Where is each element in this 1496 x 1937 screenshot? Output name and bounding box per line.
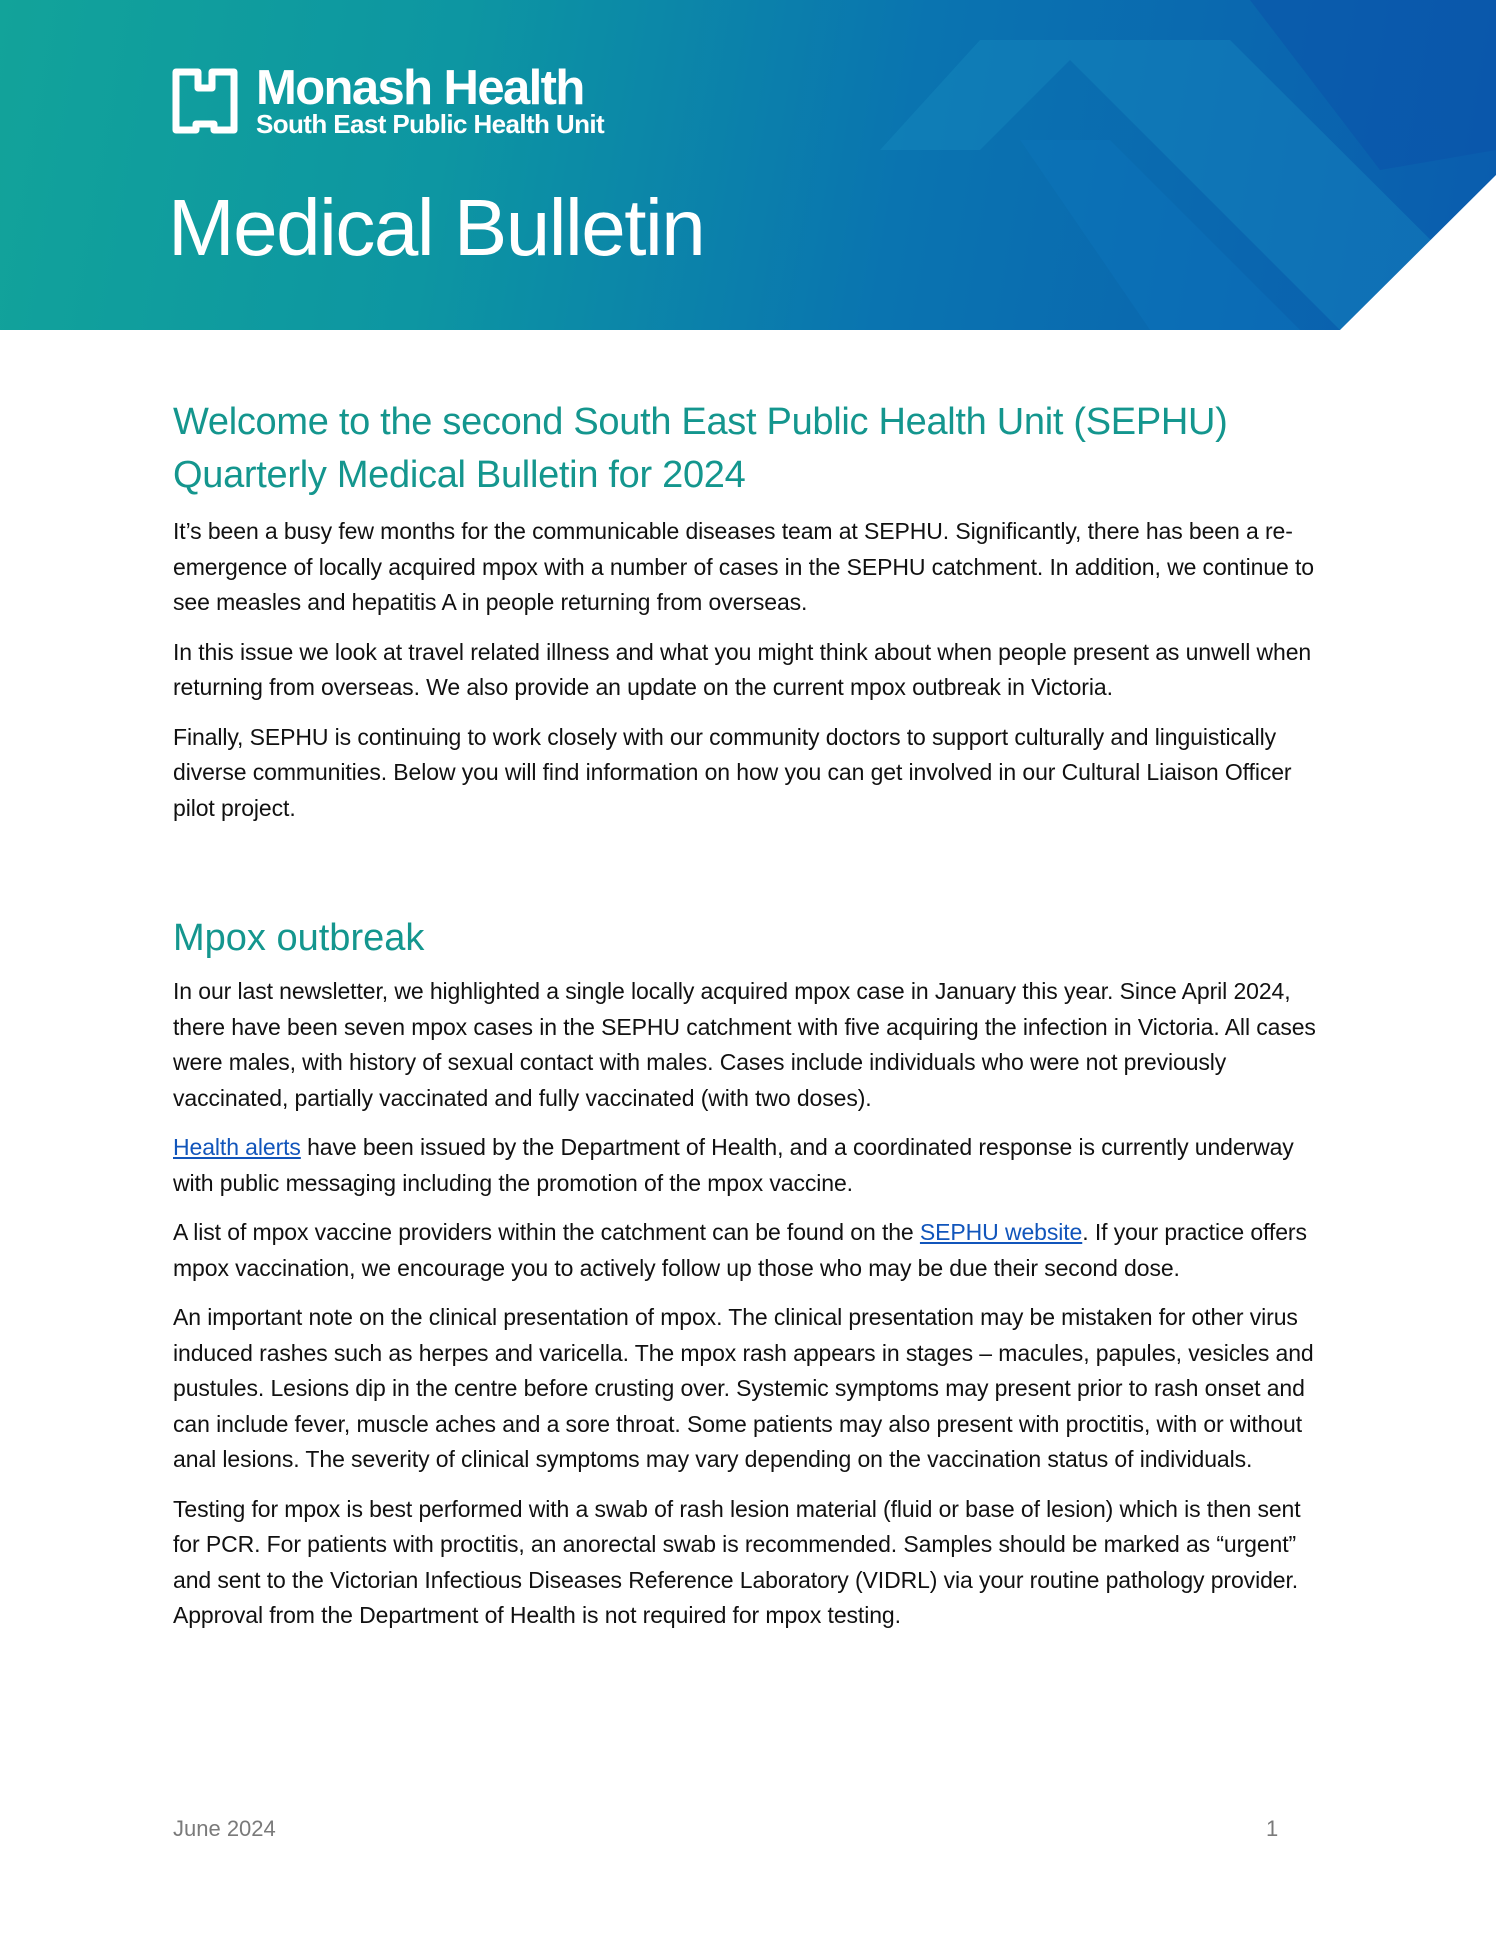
monash-health-logo xyxy=(170,61,605,139)
providers-text: A list of mpox vaccine providers within the catchment can be found on the xyxy=(173,1219,920,1245)
mpox-paragraph-providers xyxy=(173,1215,1323,1286)
brand-name: Monash Health xyxy=(256,61,584,115)
mpox-heading: Mpox outbreak xyxy=(173,917,425,959)
sephu-website-link[interactable]: SEPHU website xyxy=(919,1219,1083,1245)
mpox-paragraph-cases: In our last newsletter, we highlighted a single locally acquired mpox case in January this year. Since April 2024, there have been seven mpox cases in the SEPHU catchment with five acquiring the infection in Victoria. All cases were males, with history of sexual contact with males. Cases include individuals who were not previously vaccinated, partially vaccinated and fully vaccinated (with two doses). xyxy=(173,978,1316,1111)
footer-date: June 2024 xyxy=(173,1816,276,1841)
page-number: 1 xyxy=(1266,1816,1279,1841)
main-content xyxy=(173,396,1323,1634)
document-title: Medical Bulletin xyxy=(168,183,705,272)
alerts-text: have been issued by the Department of Health, and a coordinated response is currently underway with public messaging including the promotion of the mpox vaccine. xyxy=(173,1134,1294,1196)
monash-logo-mark-icon xyxy=(170,66,240,136)
header-decoration xyxy=(0,0,1496,330)
intro-heading: Welcome to the second South East Public Health Unit (SEPHU) Quarterly Medical Bulletin for 2024 xyxy=(173,401,1228,496)
intro-paragraph: It’s been a busy few months for the communicable diseases team at SEPHU. Significantly, there has been a re-emergence of locally acquired mpox with a number of cases in the SEPHU catchment. In addition, we continue to see measles and hepatitis A in people returning from overseas. xyxy=(173,518,1314,615)
health-alerts-link[interactable]: Health alerts xyxy=(173,1134,301,1160)
intro-paragraph: In this issue we look at travel related illness and what you might think about when people present as unwell when returning from overseas. We also provide an update on the current mpox outbreak in Victoria. xyxy=(173,638,1312,700)
mpox-paragraph-alerts xyxy=(173,1130,1323,1201)
intro-paragraph: Finally, SEPHU is continuing to work closely with our community doctors to support culturally and linguistically diverse communities. Below you will find information on how you can get involved in our Cultural Liaison Officer pilot project. xyxy=(173,723,1292,821)
mpox-paragraph-clinical: An important note on the clinical presentation of mpox. The clinical presentation may be mistaken for other virus induced rashes such as herpes and varicella. The mpox rash appears in stages – macules, papules, vesicles and pustules. Lesions dip in the centre before crusting over. Systemic symptoms may present prior to rash onset and can include fever, muscle aches and a sore throat. Some patients may also present with proctitis, with or without anal lesions. The severity of clinical symptoms may vary depending on the vaccination status of individuals. xyxy=(173,1304,1314,1472)
header-banner xyxy=(0,0,1496,330)
brand-unit: South East Public Health Unit xyxy=(256,109,605,139)
mpox-paragraph-testing: Testing for mpox is best performed with a swab of rash lesion material (fluid or base of lesion) which is then sent for PCR. For patients with proctitis, an anorectal swab is recommended. Samples should be marked as “urgent” and sent to the Victorian Infectious Diseases Reference Laboratory (VIDRL) via your routine pathology provider. Approval from the Department of Health is not required for mpox testing. xyxy=(173,1495,1301,1628)
providers-text-end: . If your practice offers mpox vaccination, we encourage you to actively follow up those who may be due their second dose. xyxy=(173,1219,1307,1281)
